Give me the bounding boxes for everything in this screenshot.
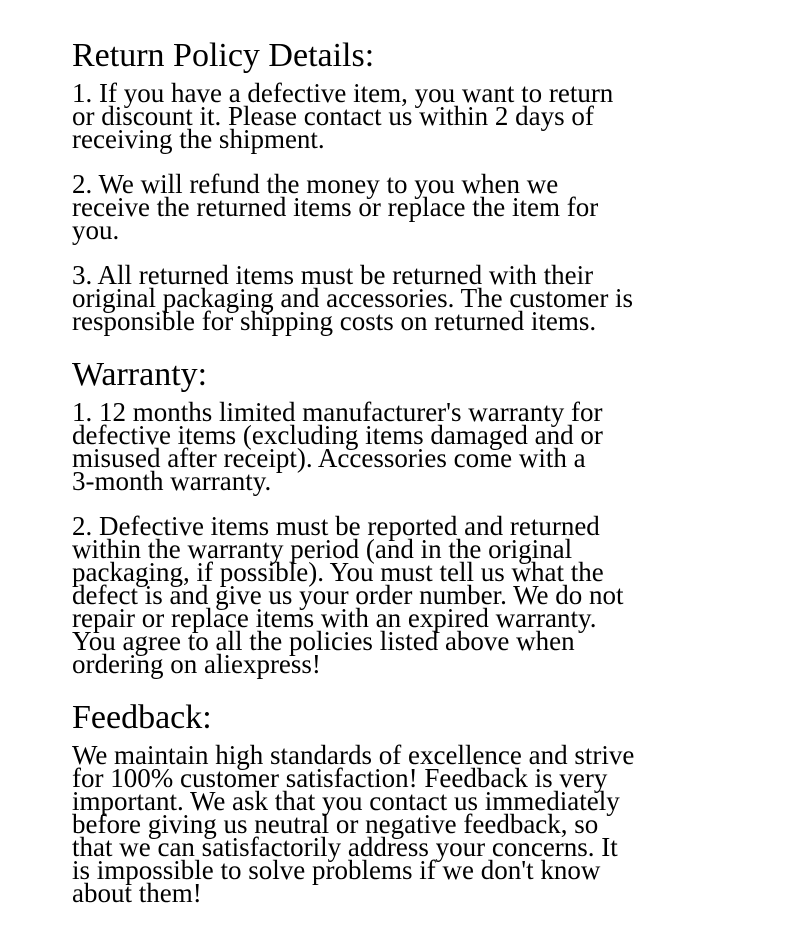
text-line: 3-month warranty. [72, 466, 272, 496]
text-line: 2. We will refund the money to you when we [72, 169, 559, 199]
text-line: We maintain high standards of excellence and strive [72, 740, 635, 770]
text-line: for 100% customer satisfaction! Feedback is very [72, 763, 608, 793]
text-line: receiving the shipment. [72, 124, 325, 154]
text-line: is impossible to solve problems if we don't know [72, 855, 601, 885]
text-line: ordering on aliexpress! [72, 649, 321, 679]
feedback-paragraph [72, 740, 772, 908]
text-line: important. We ask that you contact us immediately [72, 786, 620, 816]
text-line: defect is and give us your order number. We do not [72, 580, 624, 610]
text-line: repair or replace items with an expired warranty. [72, 603, 597, 633]
text-line: that we can satisfactorily address your concerns. It [72, 832, 618, 862]
feedback-heading: Feedback: [72, 699, 212, 736]
text-line: misused after receipt). Accessories come with a [72, 443, 586, 473]
text-line: receive the returned items or replace the item for [72, 192, 599, 222]
text-line: you. [72, 215, 120, 245]
return-policy-paragraph-2 [72, 169, 772, 245]
text-line: 1. If you have a defective item, you want to return [72, 78, 614, 108]
text-line: responsible for shipping costs on returned items. [72, 306, 597, 336]
warranty-paragraph-1 [72, 397, 772, 496]
text-line: within the warranty period (and in the original [72, 534, 573, 564]
text-line: 2. Defective items must be reported and returned [72, 511, 600, 541]
return-policy-paragraph-1 [72, 78, 772, 154]
return-policy-heading: Return Policy Details: [72, 37, 375, 74]
text-line: defective items (excluding items damaged and or [72, 420, 603, 450]
text-line: original packaging and accessories. The customer is [72, 283, 634, 313]
feedback-section [72, 698, 772, 908]
text-line: 3. All returned items must be returned with their [72, 260, 594, 290]
warranty-paragraph-2 [72, 511, 772, 679]
return-policy-section [72, 36, 772, 336]
text-line: or discount it. Please contact us within 2 days of [72, 101, 594, 131]
text-line: about them! [72, 878, 202, 908]
text-line: 1. 12 months limited manufacturer's warranty for [72, 397, 603, 427]
text-line: before giving us neutral or negative feedback, so [72, 809, 599, 839]
policy-document [72, 36, 772, 927]
return-policy-paragraph-3 [72, 260, 772, 336]
text-line: packaging, if possible). You must tell us what the [72, 557, 604, 587]
warranty-heading: Warranty: [72, 356, 208, 393]
text-line: You agree to all the policies listed above when [72, 626, 575, 656]
warranty-section [72, 355, 772, 679]
